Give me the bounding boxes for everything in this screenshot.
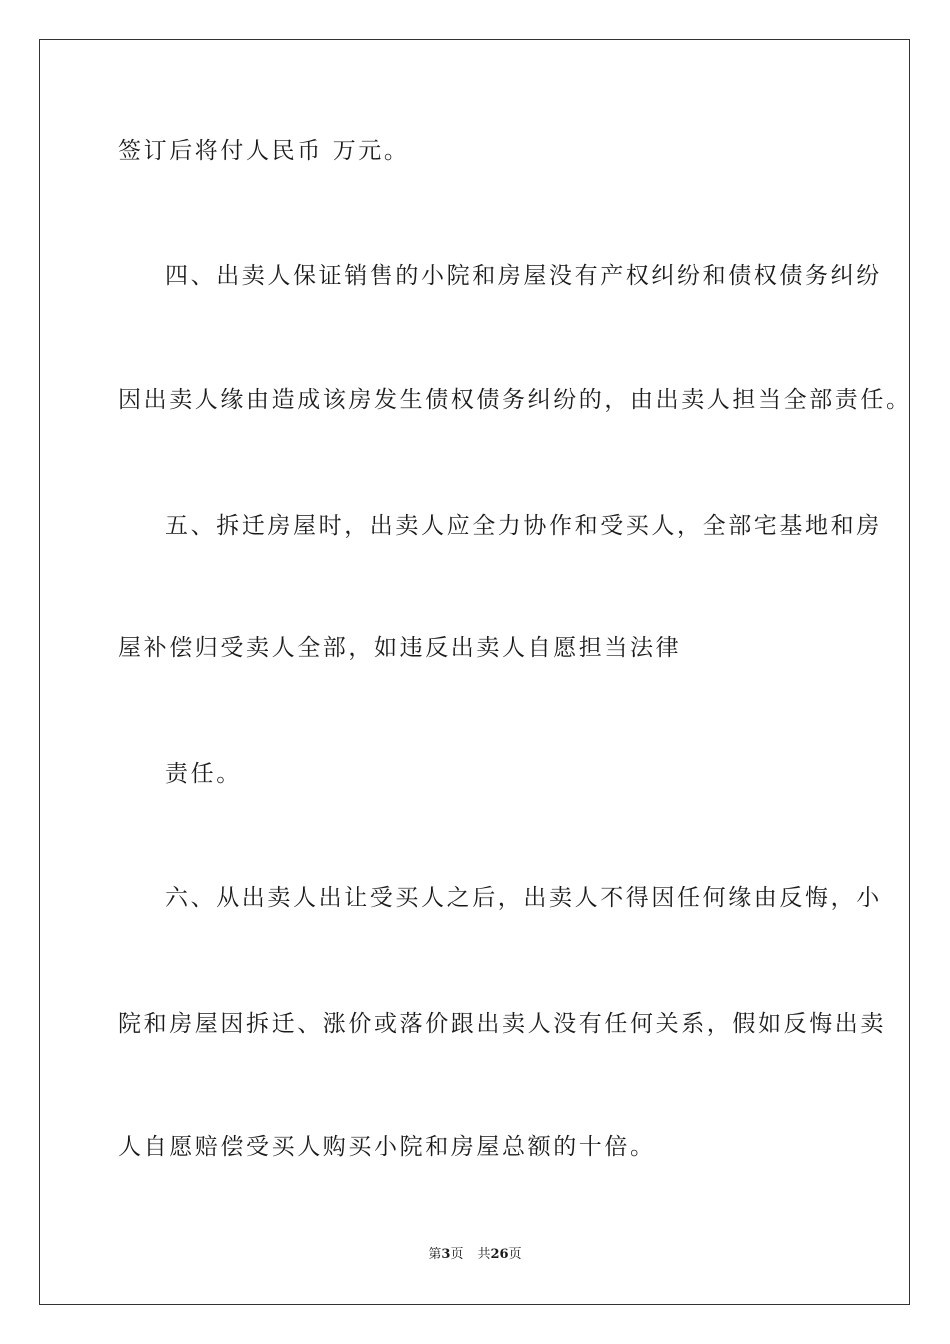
- paragraph-line: 签订后将付人民币 万元。: [118, 138, 410, 164]
- paragraph-line: 六、从出卖人出让受买人之后，出卖人不得因任何缘由反悔，小: [165, 885, 882, 911]
- page-suffix: 页: [450, 1247, 464, 1262]
- page-number: 3: [441, 1247, 451, 1262]
- total-prefix: 共: [477, 1247, 491, 1262]
- paragraph-line: 人自愿赔偿受买人购买小院和房屋总额的十倍。: [118, 1134, 656, 1160]
- paragraph-line: 四、出卖人保证销售的小院和房屋没有产权纠纷和债权债务纠纷: [165, 263, 882, 289]
- paragraph-line: 五、拆迁房屋时，出卖人应全力协作和受买人，全部宅基地和房: [165, 513, 882, 539]
- paragraph-line: 院和房屋因拆迁、涨价或落价跟出卖人没有任何关系，假如反悔出卖: [118, 1011, 886, 1037]
- paragraph-line: 责任。: [165, 761, 242, 787]
- page-footer: [0, 1246, 950, 1264]
- total-pages: 26: [490, 1247, 509, 1262]
- total-suffix: 页: [508, 1247, 522, 1262]
- paragraph-line: 因出卖人缘由造成该房发生债权债务纠纷的，由出卖人担当全部责任。: [118, 387, 912, 413]
- page-border: [39, 39, 910, 1305]
- page-prefix: 第: [428, 1247, 442, 1262]
- paragraph-line: 屋补偿归受卖人全部，如违反出卖人自愿担当法律: [118, 635, 682, 661]
